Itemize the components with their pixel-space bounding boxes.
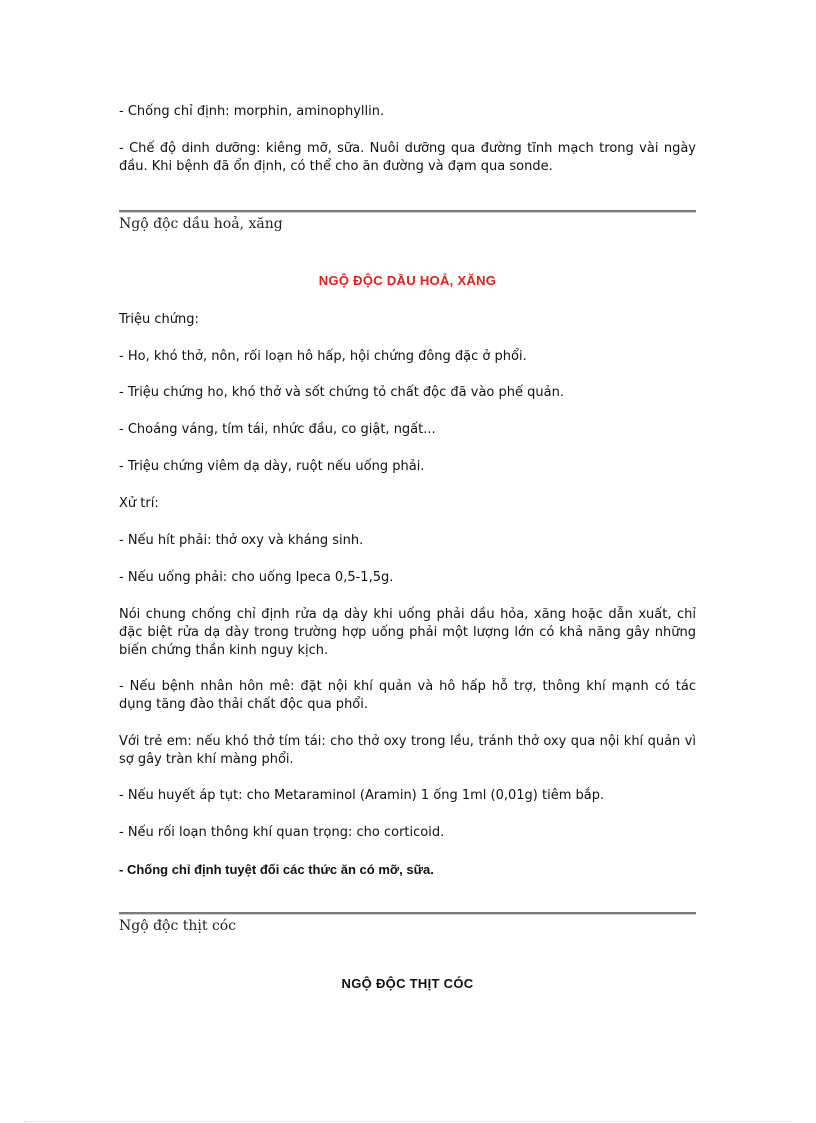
treatment-item: - Nếu uống phải: cho uống Ipeca 0,5-1,5g. (119, 570, 394, 585)
contraindication-paragraph: - Chống chỉ định: morphin, aminophyllin. (119, 104, 385, 119)
treatment-item: - Nếu hít phải: thở oxy và kháng sinh. (119, 533, 364, 548)
treatment-item: - Nếu huyết áp tụt: cho Metaraminol (Aramin) 1 ống 1ml (0,01g) tiêm bắp. (119, 788, 605, 803)
absolute-contraindication: - Chống chỉ định tuyệt đối các thức ăn có mỡ, sữa. (119, 862, 434, 877)
treatment-paragraph: Nói chung chống chỉ định rửa dạ dày khi uống phải dầu hỏa, xăng hoặc dẫn xuất, chỉ đặc biệt rửa dạ dày trong trường hợp uống phải một lượng lớn có khả năng gây những biến chứng thần kinh nguy kịch. (119, 607, 696, 658)
symptom-item: - Triệu chứng viêm dạ dày, ruột nếu uống phải. (119, 459, 425, 474)
section-divider (119, 912, 696, 915)
section-label-kerosene: Ngộ độc dầu hoả, xăng (119, 216, 283, 232)
treatment-label: Xử trí: (119, 496, 159, 511)
treatment-paragraph: Với trẻ em: nếu khó thở tím tái: cho thở oxy trong lều, tránh thở oxy qua nội khí quản vì sợ gây tràn khí màng phổi. (119, 734, 696, 767)
symptoms-label: Triệu chứng: (119, 312, 199, 327)
nutrition-paragraph: - Chế độ dinh dưỡng: kiêng mỡ, sữa. Nuôi dưỡng qua đường tĩnh mạch trong vài ngày đầu. Khi bệnh đã ổn định, có thể cho ăn đường và đạm qua sonde. (119, 141, 696, 174)
section-heading-kerosene: NGỘ ĐỘC DẦU HOẢ, XĂNG (318, 273, 497, 288)
section-divider (119, 210, 696, 213)
section-label-toad: Ngộ độc thịt cóc (119, 918, 237, 934)
treatment-item: - Nếu bệnh nhân hôn mê: đặt nội khí quản và hô hấp hỗ trợ, thông khí mạnh có tác dụng tăng đào thải chất độc qua phổi. (119, 679, 696, 712)
page-bottom-border (24, 1121, 792, 1122)
symptom-item: - Triệu chứng ho, khó thở và sốt chứng tỏ chất độc đã vào phế quản. (119, 385, 564, 400)
treatment-item: - Nếu rối loạn thông khí quan trọng: cho corticoid. (119, 825, 445, 840)
symptom-item: - Choáng váng, tím tái, nhức đầu, co giật, ngất... (119, 422, 436, 437)
section-heading-toad: NGỘ ĐỘC THỊT CÓC (341, 976, 474, 991)
symptom-item: - Ho, khó thở, nôn, rối loạn hô hấp, hội chứng đông đặc ở phổi. (119, 349, 527, 364)
